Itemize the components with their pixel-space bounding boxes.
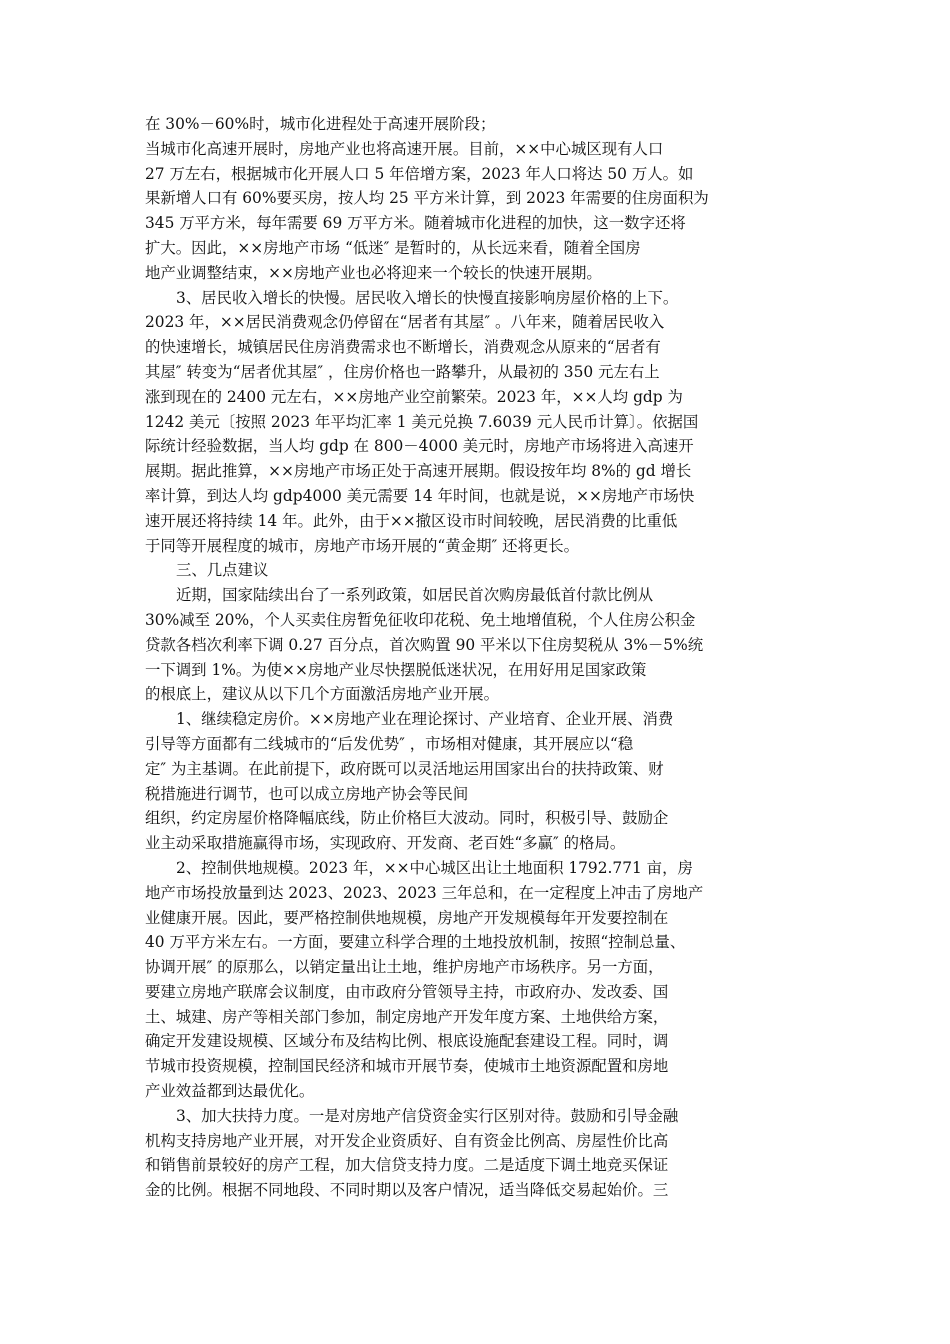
text-line: 土、城建、房产等相关部门参加，制定房地产开发年度方案、土地供给方案， bbox=[145, 1007, 669, 1026]
text-line: 引导等方面都有二线城市的“后发优势″ ，市场相对健康，其开展应以“稳 bbox=[145, 734, 634, 753]
text-line: 1242 美元〔按照 2023 年平均汇率 1 美元兑换 7.6039 元人民币计算〕。依据国 bbox=[145, 412, 699, 431]
text-line: 要建立房地产联席会议制度，由市政府分管领导主持，市政府办、发改委、国 bbox=[145, 982, 669, 1001]
paragraph-start-line: 近期，国家陆续出台了一系列政策，如居民首次购房最低首付款比例从 bbox=[176, 586, 654, 605]
text-line: 扩大。因此，××房地产市场 “低迷″ 是暂时的，从长远来看，随着全国房 bbox=[145, 238, 641, 257]
text-line: 其屋″ 转变为“居者优其屋″ ，住房价格也一路攀升，从最初的 350 元左右上 bbox=[145, 362, 660, 381]
text-line: 金的比例。根据不同地段、不同时期以及客户情况，适当降低交易起始价。三 bbox=[145, 1181, 669, 1200]
text-line: 涨到现在的 2400 元左右，××房地产业空前繁荣。2023 年，××人均 gdp 为 bbox=[145, 387, 683, 406]
paragraph-start-line: 2、控制供地规模。2023 年，××中心城区出让土地面积 1792.771 亩，房 bbox=[176, 858, 693, 877]
text-line: 组织，约定房屋价格降幅底线，防止价格巨大波动。同时，积极引导、鼓励企 bbox=[145, 809, 669, 828]
text-line: 地产市场投放量到达 2023、2023、2023 三年总和，在一定程度上冲击了房地产 bbox=[145, 883, 704, 902]
text-line: 345 万平方米，每年需要 69 万平方米。随着城市化进程的加快，这一数字还将 bbox=[145, 214, 686, 233]
text-line: 的根底上，建议从以下几个方面激活房地产业开展。 bbox=[145, 685, 499, 704]
text-line: 产业效益都到达最优化。 bbox=[145, 1082, 315, 1101]
text-line: 27 万左右，根据城市化开展人口 5 年倍增方案，2023 年人口将达 50 万人。如 bbox=[145, 164, 694, 183]
text-line: 和销售前景较好的房产工程，加大信贷支持力度。二是适度下调土地竞买保证 bbox=[145, 1156, 669, 1175]
text-line: 地产业调整结束，××房地产业也必将迎来一个较长的快速开展期。 bbox=[145, 263, 602, 282]
paragraph-start-line: 3、加大扶持力度。一是对房地产信贷资金实行区别对待。鼓励和引导金融 bbox=[176, 1106, 679, 1125]
text-line: 30%减至 20%，个人买卖住房暂免征收印花税、免土地增值税，个人住房公积金 bbox=[145, 610, 696, 629]
text-line: 于同等开展程度的城市，房地产市场开展的“黄金期″ 还将更长。 bbox=[145, 536, 580, 555]
text-line: 节城市投资规模，控制国民经济和城市开展节奏，使城市土地资源配置和房地 bbox=[145, 1057, 669, 1076]
text-line: 当城市化高速开展时，房地产业也将高速开展。目前，××中心城区现有人口 bbox=[145, 139, 664, 158]
text-line: 率计算，到达人均 gdp4000 美元需要 14 年时间，也就是说，××房地产市场快 bbox=[145, 486, 695, 505]
paragraph-start-line: 1、继续稳定房价。××房地产业在理论探讨、产业培育、企业开展、消费 bbox=[176, 710, 674, 729]
text-line: 在 30%－60%时，城市化进程处于高速开展阶段； bbox=[145, 115, 496, 133]
text-line: 机构支持房地产业开展，对开发企业资质好、自有资金比例高、房屋性价比高 bbox=[145, 1131, 669, 1150]
paragraph-start-line: 3、居民收入增长的快慢。居民收入增长的快慢直接影响房屋价格的上下。 bbox=[176, 288, 679, 307]
text-line: 定″ 为主基调。在此前提下，政府既可以灵活地运用国家出台的扶持政策、财 bbox=[145, 759, 664, 778]
text-line: 税措施进行调节，也可以成立房地产协会等民间 bbox=[145, 784, 469, 803]
text-line: 一下调到 1%。为使××房地产业尽快摆脱低迷状况，在用好用足国家政策 bbox=[145, 660, 647, 679]
text-line: 展期。据此推算，××房地产市场正处于高速开展期。假设按年均 8%的 gd 增长 bbox=[145, 462, 692, 481]
text-line: 协调开展″ 的原那么，以销定量出让土地，维护房地产市场秩序。另一方面， bbox=[145, 958, 664, 977]
text-line: 确定开发建设规模、区域分布及结构比例、根底设施配套建设工程。同时，调 bbox=[145, 1032, 669, 1051]
paragraph-start-line: 三、几点建议 bbox=[176, 561, 269, 580]
text-line: 果新增人口有 60%要买房，按人均 25 平方米计算，到 2023 年需要的住房面积为 bbox=[145, 189, 709, 208]
text-line: 业主动采取措施赢得市场，实现政府、开发商、老百姓“多赢″ 的格局。 bbox=[145, 834, 626, 853]
text-line: 2023 年，××居民消费观念仍停留在“居者有其屋″ 。八年来，随着居民收入 bbox=[145, 313, 665, 332]
text-line: 速开展还将持续 14 年。此外，由于××撤区设市时间较晚，居民消费的比重低 bbox=[145, 511, 678, 530]
text-line: 际统计经验数据，当人均 gdp 在 800－4000 美元时，房地产市场将进入高速开 bbox=[145, 437, 694, 456]
document-page bbox=[145, 112, 810, 1203]
text-line: 业健康开展。因此，要严格控制供地规模，房地产开发规模每年开发要控制在 bbox=[145, 908, 669, 927]
text-line: 的快速增长，城镇居民住房消费需求也不断增长，消费观念从原来的“居者有 bbox=[145, 338, 661, 357]
text-line: 40 万平方米左右。一方面，要建立科学合理的土地投放机制，按照“控制总量、 bbox=[145, 933, 686, 952]
text-line: 贷款各档次利率下调 0.27 百分点，首次购置 90 平米以下住房契税从 3%－5%统 bbox=[145, 635, 704, 654]
